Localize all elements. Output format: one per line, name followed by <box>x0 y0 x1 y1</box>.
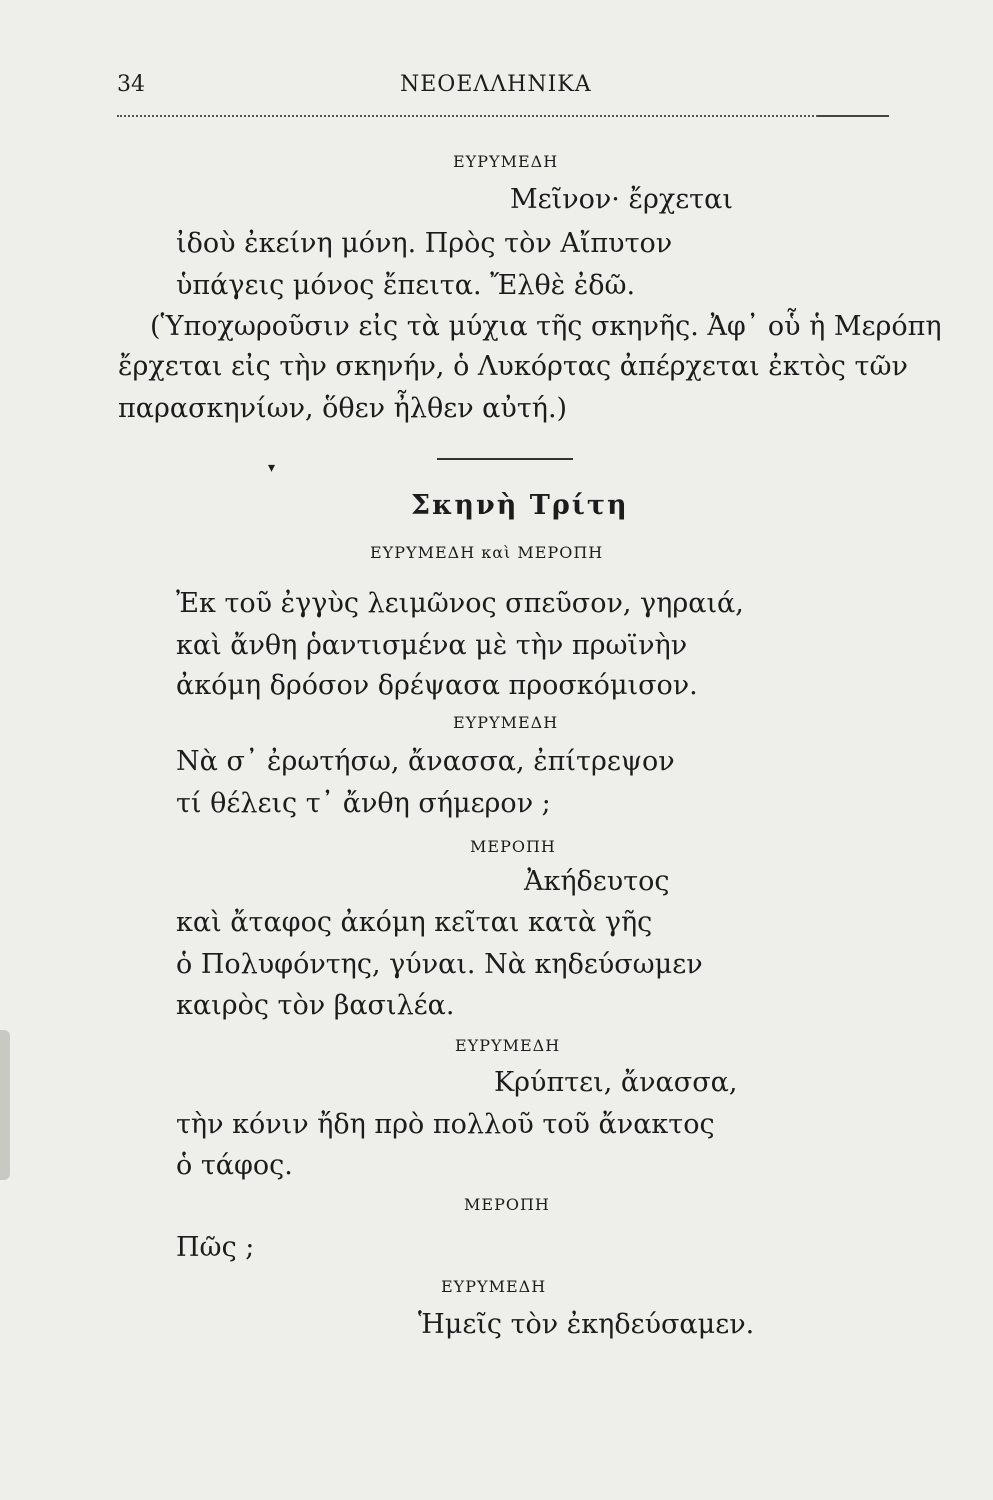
verse-line: ὁ Πολυφόντης, γύναι. Νὰ κηδεύσωμεν <box>176 949 703 980</box>
verse-line: Νὰ σ᾽ ἐρωτήσω, ἄνασσα, ἐπίτρεψον <box>176 746 675 777</box>
binding-shadow <box>0 1030 10 1180</box>
verse-line: Ἡμεῖς τὸν ἐκηδεύσαμεν. <box>418 1309 755 1340</box>
speaker-label: ΕΥΡΥΜΕΔΗ <box>453 152 559 171</box>
header-rule-end <box>818 115 889 117</box>
verse-line: Πῶς ; <box>176 1232 255 1263</box>
verse-line: Μεῖνον· ἔρχεται <box>510 184 733 215</box>
verse-line: τί θέλεις τ᾽ ἄνθη σήμερον ; <box>176 788 551 819</box>
verse-line: καὶ ἄταφος ἀκόμη κεῖται κατὰ γῆς <box>176 907 653 938</box>
speaker-label: ΕΥΡΥΜΕΔΗ <box>441 1277 547 1296</box>
ink-speck: ▾ <box>268 460 276 476</box>
scene-characters: ΕΥΡΥΜΕΔΗ καὶ ΜΕΡΟΠΗ <box>370 543 604 562</box>
speaker-label: ΜΕΡΟΠΗ <box>470 837 556 856</box>
verse-line: ὑπάγεις μόνος ἔπειτα. Ἔλθὲ ἐδῶ. <box>176 270 636 301</box>
scene-title: Σκηνὴ Τρίτη <box>411 490 629 521</box>
verse-line: τὴν κόνιν ἤδη πρὸ πολλοῦ τοῦ ἄνακτος <box>176 1109 715 1140</box>
running-title: ΝΕΟΕΛΛΗΝΙΚΑ <box>400 72 592 97</box>
verse-line: Ἀκήδευτος <box>524 866 670 897</box>
speaker-label: ΜΕΡΟΠΗ <box>464 1195 550 1214</box>
verse-line: Κρύπτει, ἄνασσα, <box>494 1067 738 1098</box>
verse-line: καιρὸς τὸν βασιλέα. <box>176 990 455 1021</box>
stage-direction-line: ἔρχεται εἰς τὴν σκηνήν, ὁ Λυκόρτας ἀπέρχεται ἐκτὸς τῶν <box>118 351 908 382</box>
scene-divider <box>437 458 573 460</box>
verse-line: ἀκόμη δρόσον δρέψασα προσκόμισον. <box>176 670 698 701</box>
page-number: 34 <box>117 72 145 97</box>
stage-direction-line: (Ὑποχωροῦσιν εἰς τὰ μύχια τῆς σκηνῆς. Ἀφ᾽ οὗ ἡ Μερόπη <box>150 311 942 342</box>
verse-line: καὶ ἄνθη ῥαντισμένα μὲ τὴν πρωϊνὴν <box>176 630 688 661</box>
speaker-label: ΕΥΡΥΜΕΔΗ <box>455 1036 561 1055</box>
verse-line: Ἐκ τοῦ ἐγγὺς λειμῶνος σπεῦσον, γηραιά, <box>176 588 744 619</box>
verse-line: ὁ τάφος. <box>176 1150 293 1181</box>
header-rule <box>117 115 889 117</box>
speaker-label: ΕΥΡΥΜΕΔΗ <box>453 713 559 732</box>
verse-line: ἰδοὺ ἐκείνη μόνη. Πρὸς τὸν Αἴπυτον <box>176 228 673 259</box>
stage-direction-line: παρασκηνίων, ὅθεν ἦλθεν αὐτή.) <box>118 393 568 424</box>
